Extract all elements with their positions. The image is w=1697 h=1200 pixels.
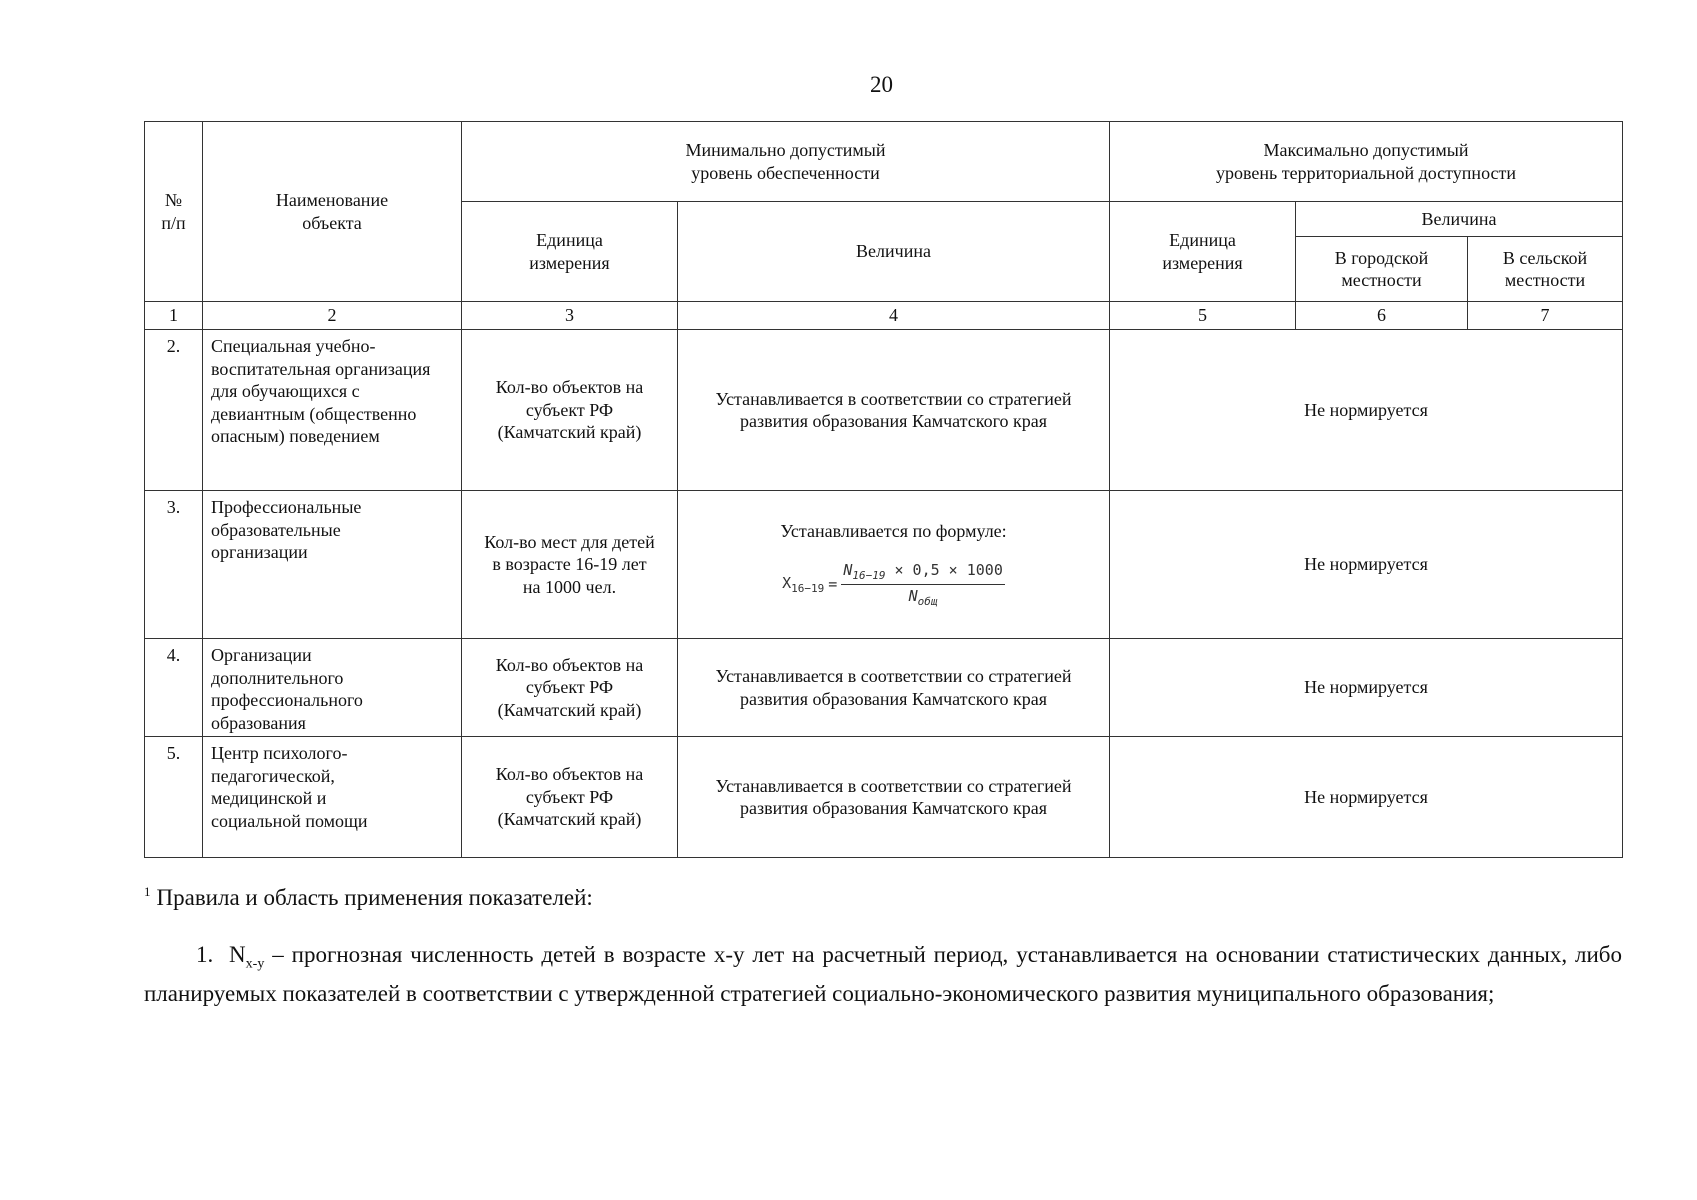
table-row (145, 639, 1623, 737)
index-cell: 2 (203, 302, 462, 330)
row-number: 5. (145, 737, 203, 858)
header-unit-access: Единица измерения (1110, 202, 1296, 302)
row-unit: Кол-во объектов на субъект РФ (Камчатский край) (462, 737, 678, 858)
row-access: Не нормируется (1110, 639, 1623, 737)
row-name: Организации дополнительного профессионального образования (203, 639, 462, 737)
header-urban: В городской местности (1296, 237, 1468, 302)
row-name: Специальная учебно- воспитательная организация для обучающихся с девиантным (общественно опасным) поведением (203, 330, 462, 491)
row-value: Устанавливается в соответствии со стратегией развития образования Камчатского края (678, 330, 1110, 491)
row-access: Не нормируется (1110, 491, 1623, 639)
index-cell: 5 (1110, 302, 1296, 330)
index-cell: 6 (1296, 302, 1468, 330)
index-cell: 7 (1468, 302, 1623, 330)
formula-fraction (841, 561, 1005, 610)
row-value: Устанавливается в соответствии со стратегией развития образования Камчатского края (678, 737, 1110, 858)
formula-denominator: $N_{общ}$ (908, 587, 938, 609)
header-value: Величина (678, 202, 1110, 302)
table-row (145, 491, 1623, 639)
header-unit: Единица измерения (462, 202, 678, 302)
header-value-access: Величина (1296, 202, 1623, 237)
formula-lhs: $X_{16-19}$ (782, 573, 825, 595)
table-row (145, 737, 1623, 858)
footnote-title (144, 884, 593, 911)
footnote-item (144, 940, 1622, 1008)
row-unit: Кол-во объектов на субъект РФ (Камчатский край) (462, 639, 678, 737)
footnote-item-symbol-sub: x-y (245, 956, 265, 972)
index-cell: 3 (462, 302, 678, 330)
row-number: 4. (145, 639, 203, 737)
row-unit: Кол-во мест для детей в возрасте 16-19 лет на 1000 чел. (462, 491, 678, 639)
row-name: Профессиональные образовательные организации (203, 491, 462, 639)
index-cell: 4 (678, 302, 1110, 330)
footnote-title-text: Правила и область применения показателей: (156, 885, 593, 910)
header-max-group: Максимально допустимый уровень территориальной доступности (1110, 122, 1623, 202)
row-name: Центр психолого- педагогической, медицинской и социальной помощи (203, 737, 462, 858)
formula-title: Устанавливается по формуле: (780, 521, 1007, 541)
page-number: 20 (870, 72, 893, 97)
footnote-marker: 1 (144, 884, 151, 899)
row-number: 3. (145, 491, 203, 639)
row-unit: Кол-во объектов на субъект РФ (Камчатский край) (462, 330, 678, 491)
row-number: 2. (145, 330, 203, 491)
header-min-group: Минимально допустимый уровень обеспеченности (462, 122, 1110, 202)
row-access: Не нормируется (1110, 737, 1623, 858)
footnote-item-text: – прогнозная численность детей в возрасте x-y лет на расчетный период, устанавливается на основании статистических данных, либо планируемых показателей в соответствии с утвержденной стратегией социально-экономического развития муниципального образования; (144, 942, 1622, 1006)
norms-table (144, 121, 1623, 858)
formula (782, 561, 1005, 610)
table-row (145, 330, 1623, 491)
footnote-item-symbol: N (229, 942, 246, 967)
header-rural: В сельской местности (1468, 237, 1623, 302)
footnote-item-number: 1. (196, 942, 214, 967)
header-name: Наименование объекта (203, 122, 462, 302)
formula-equals: = (828, 575, 838, 594)
row-value: Устанавливается в соответствии со стратегией развития образования Камчатского края (678, 639, 1110, 737)
index-cell: 1 (145, 302, 203, 330)
formula-numerator: $N_{16-19} \times 0,5 \times 1000$ (841, 561, 1005, 586)
row-value-formula (678, 491, 1110, 639)
header-num: № п/п (145, 122, 203, 302)
row-access: Не нормируется (1110, 330, 1623, 491)
